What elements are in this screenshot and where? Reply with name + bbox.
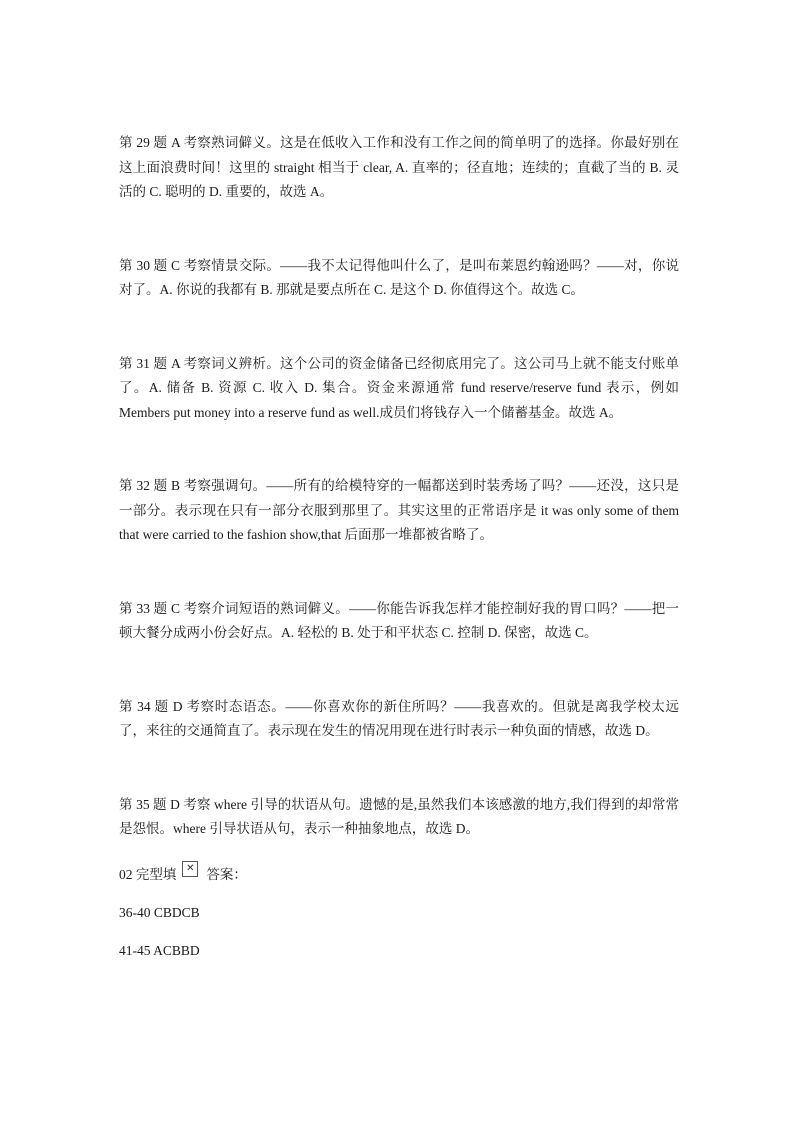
cloze-answers-41-45: 41-45 ACBBD	[119, 942, 200, 958]
answer-label: 答案：	[206, 866, 247, 882]
explanation-q31: 第 31 题 A 考察词义辨析。这个公司的资金储备已经彻底用完了。这公司马上就不能支付账单了。A. 储备 B. 资源 C. 收入 D. 集合。资金来源通常 fund reserve/reserve fund 表示，例如 Members put money into a reserve fund as well.成员们将钱存入一个储蓄基金。故选 A。	[119, 355, 679, 420]
broken-image-icon: ✕	[182, 861, 198, 877]
explanation-q33: 第 33 题 C 考察介词短语的熟词僻义。——你能告诉我怎样才能控制好我的胃口吗？——把一顿大餐分成两小份会好点。A. 轻松的 B. 处于和平状态 C. 控制 D. 保密，故选 C。	[119, 600, 679, 640]
cloze-answer-heading	[119, 862, 679, 885]
explanation-q34: 第 34 题 D 考察时态语态。——你喜欢你的新住所吗？——我喜欢的。但就是离我学校太远了，来往的交通简直了。表示现在发生的情况用现在进行时表示一种负面的情感，故选 D。	[119, 698, 679, 738]
explanation-q35: 第 35 题 D 考察 where 引导的状语从句。遗憾的是,虽然我们本该感激的地方,我们得到的却常常是怨恨。where 引导状语从句，表示一种抽象地点，故选 D。	[119, 796, 679, 836]
cloze-label: 02 完型填	[119, 866, 177, 882]
cloze-answers-36-40: 36-40 CBDCB	[119, 904, 200, 920]
explanation-q29: 第 29 题 A 考察熟词僻义。这是在低收入工作和没有工作之间的简单明了的选择。你最好别在这上面浪费时间！这里的 straight 相当于 clear, A. 直率的；径直地；连续的；直截了当的 B. 灵活的 C. 聪明的 D. 重要的，故选 A。	[119, 135, 679, 199]
explanation-q32: 第 32 题 B 考察强调句。——所有的给模特穿的一幅都送到时装秀场了吗？——还没，这只是一部分。表示现在只有一部分衣服到那里了。其实这里的正常语序是 it was only some of them that were carried to the fashion show,that 后面那一堆都被省略了。	[119, 478, 679, 542]
document-body	[119, 131, 679, 961]
explanation-q30: 第 30 题 C 考察情景交际。——我不太记得他叫什么了，是叫布莱恩约翰逊吗？——对，你说对了。A. 你说的我都有 B. 那就是要点所在 C. 是这个 D. 你值得这个。故选 C。	[119, 257, 679, 297]
